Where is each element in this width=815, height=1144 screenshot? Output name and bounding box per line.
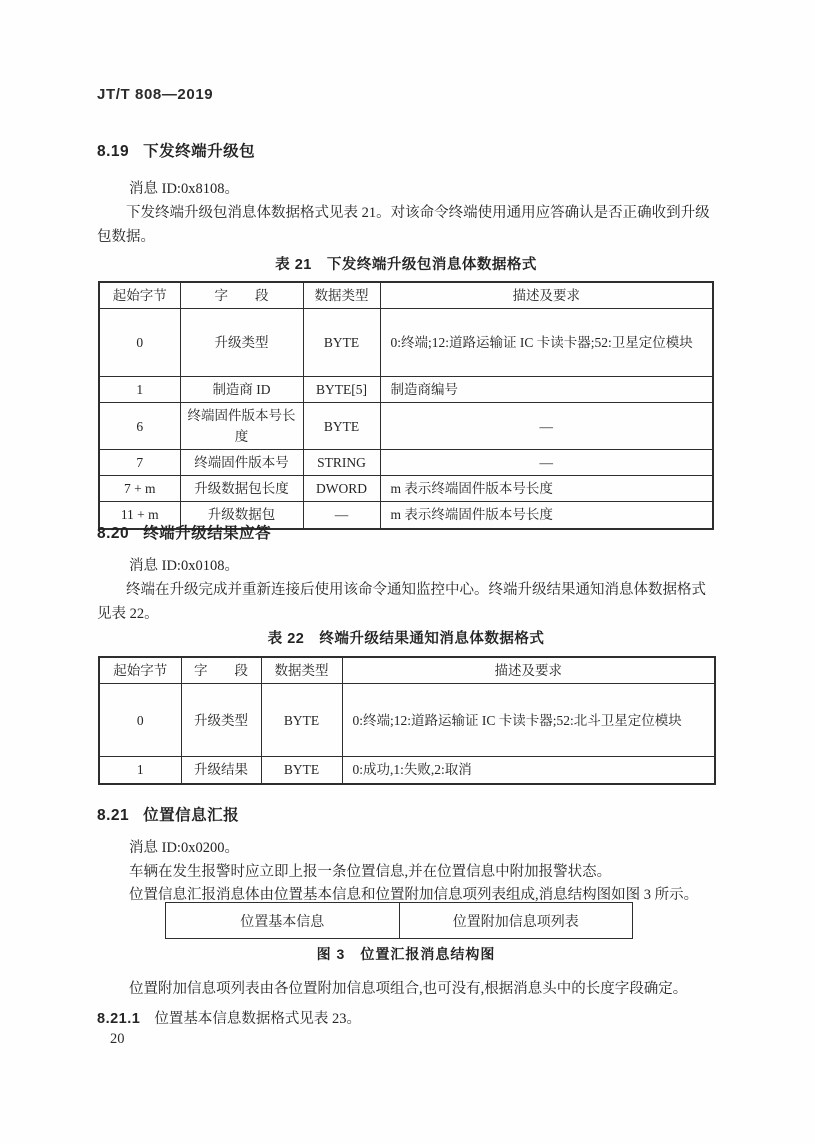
cell-field: 升级数据包 bbox=[180, 502, 303, 529]
paragraph-8-21-alarm: 车辆在发生报警时应立即上报一条位置信息,并在位置信息中附加报警状态。 bbox=[129, 864, 612, 880]
paragraph-message-id-8108: 消息 ID:0x8108。 bbox=[129, 181, 239, 197]
table-row bbox=[99, 450, 713, 476]
paragraph-8-21-additional: 位置附加信息项列表由各位置附加信息项组合,也可没有,根据消息头中的长度字段确定。 bbox=[129, 981, 688, 997]
cell-start-byte: 0 bbox=[99, 684, 181, 757]
col-header-data-type: 数据类型 bbox=[303, 282, 380, 309]
table-row bbox=[99, 684, 715, 757]
section-heading-8-19 bbox=[97, 139, 255, 161]
page-number: 20 bbox=[110, 1031, 125, 1047]
cell-start-byte: 0 bbox=[99, 309, 180, 377]
cell-field: 制造商 ID bbox=[180, 377, 303, 403]
table-21 bbox=[98, 281, 714, 530]
cell-field: 终端固件版本号长度 bbox=[180, 403, 303, 450]
col-header-data-type: 数据类型 bbox=[261, 657, 342, 684]
cell-description: — bbox=[380, 403, 713, 450]
cell-description: — bbox=[380, 450, 713, 476]
paragraph-8-20-body: 终端在升级完成并重新连接后使用该命令通知监控中心。终端升级结果通知消息体数据格式见表 22。 bbox=[97, 582, 706, 622]
cell-start-byte: 1 bbox=[99, 757, 181, 784]
figure-cell-basic-info: 位置基本信息 bbox=[240, 914, 325, 930]
cell-data-type: BYTE bbox=[303, 309, 380, 377]
section-number: 8.21.1 bbox=[97, 1011, 141, 1027]
col-header-field: 字 段 bbox=[180, 282, 303, 309]
section-heading-8-20 bbox=[97, 521, 271, 543]
paragraph-8-21-structure: 位置信息汇报消息体由位置基本信息和位置附加信息项列表组成,消息结构图如图 3 所示。 bbox=[129, 887, 699, 903]
section-number: 8.21 bbox=[97, 807, 130, 824]
col-header-start-byte: 起始字节 bbox=[99, 657, 181, 684]
table-21-caption: 表 21 下发终端升级包消息体数据格式 bbox=[275, 257, 537, 273]
cell-description: m 表示终端固件版本号长度 bbox=[380, 476, 713, 502]
table-row bbox=[99, 476, 713, 502]
cell-description: 制造商编号 bbox=[380, 377, 713, 403]
cell-start-byte: 6 bbox=[99, 403, 180, 450]
table-row bbox=[99, 757, 715, 784]
section-number: 8.19 bbox=[97, 143, 130, 160]
cell-data-type: BYTE bbox=[261, 757, 342, 784]
section-heading-8-21-1 bbox=[97, 1007, 361, 1028]
cell-data-type: BYTE bbox=[261, 684, 342, 757]
table-22 bbox=[98, 656, 716, 785]
section-title: 终端升级结果应答 bbox=[143, 525, 272, 542]
cell-field: 升级结果 bbox=[181, 757, 261, 784]
section-heading-8-21 bbox=[97, 803, 239, 825]
figure-cell-additional-info-list: 位置附加信息项列表 bbox=[399, 903, 633, 938]
table-22-header-row bbox=[99, 657, 715, 684]
cell-start-byte: 7 bbox=[99, 450, 180, 476]
figure-3-structure-box bbox=[165, 902, 633, 939]
section-title: 位置信息汇报 bbox=[143, 807, 240, 824]
col-header-field: 字 段 bbox=[181, 657, 261, 684]
col-header-start-byte: 起始字节 bbox=[99, 282, 180, 309]
cell-start-byte: 1 bbox=[99, 377, 180, 403]
cell-description: 0:成功,1:失败,2:取消 bbox=[342, 757, 715, 784]
cell-data-type: STRING bbox=[303, 450, 380, 476]
section-inline-text: 位置基本信息数据格式见表 23。 bbox=[154, 1011, 361, 1027]
figure-3-caption: 图 3 位置汇报消息结构图 bbox=[316, 946, 496, 962]
cell-start-byte: 7 + m bbox=[99, 476, 180, 502]
cell-start-byte: 11 + m bbox=[99, 502, 180, 529]
table-row bbox=[99, 377, 713, 403]
cell-field: 升级类型 bbox=[180, 309, 303, 377]
paragraph-message-id-0200: 消息 ID:0x0200。 bbox=[129, 840, 239, 856]
cell-data-type: DWORD bbox=[303, 476, 380, 502]
table-22-caption: 表 22 终端升级结果通知消息体数据格式 bbox=[267, 631, 545, 647]
section-title: 下发终端升级包 bbox=[143, 143, 256, 160]
cell-description: 0:终端;12:道路运输证 IC 卡读卡器;52:北斗卫星定位模块 bbox=[342, 684, 715, 757]
paragraph-message-id-0108: 消息 ID:0x0108。 bbox=[129, 558, 239, 574]
cell-data-type: BYTE[5] bbox=[303, 377, 380, 403]
document-header: JT/T 808—2019 bbox=[97, 86, 214, 103]
cell-field: 升级数据包长度 bbox=[180, 476, 303, 502]
cell-field: 终端固件版本号 bbox=[180, 450, 303, 476]
cell-data-type: — bbox=[303, 502, 380, 529]
table-row bbox=[99, 403, 713, 450]
cell-description: 0:终端;12:道路运输证 IC 卡读卡器;52:卫星定位模块 bbox=[380, 309, 713, 377]
table-row bbox=[99, 309, 713, 377]
table-21-header-row bbox=[99, 282, 713, 309]
paragraph-8-19-body: 下发终端升级包消息体数据格式见表 21。对该命令终端使用通用应答确认是否正确收到升级包数据。 bbox=[97, 205, 710, 245]
cell-description: m 表示终端固件版本号长度 bbox=[380, 502, 713, 529]
cell-field: 升级类型 bbox=[181, 684, 261, 757]
col-header-description: 描述及要求 bbox=[380, 282, 713, 309]
cell-data-type: BYTE bbox=[303, 403, 380, 450]
section-number: 8.20 bbox=[97, 525, 130, 542]
col-header-description: 描述及要求 bbox=[342, 657, 715, 684]
